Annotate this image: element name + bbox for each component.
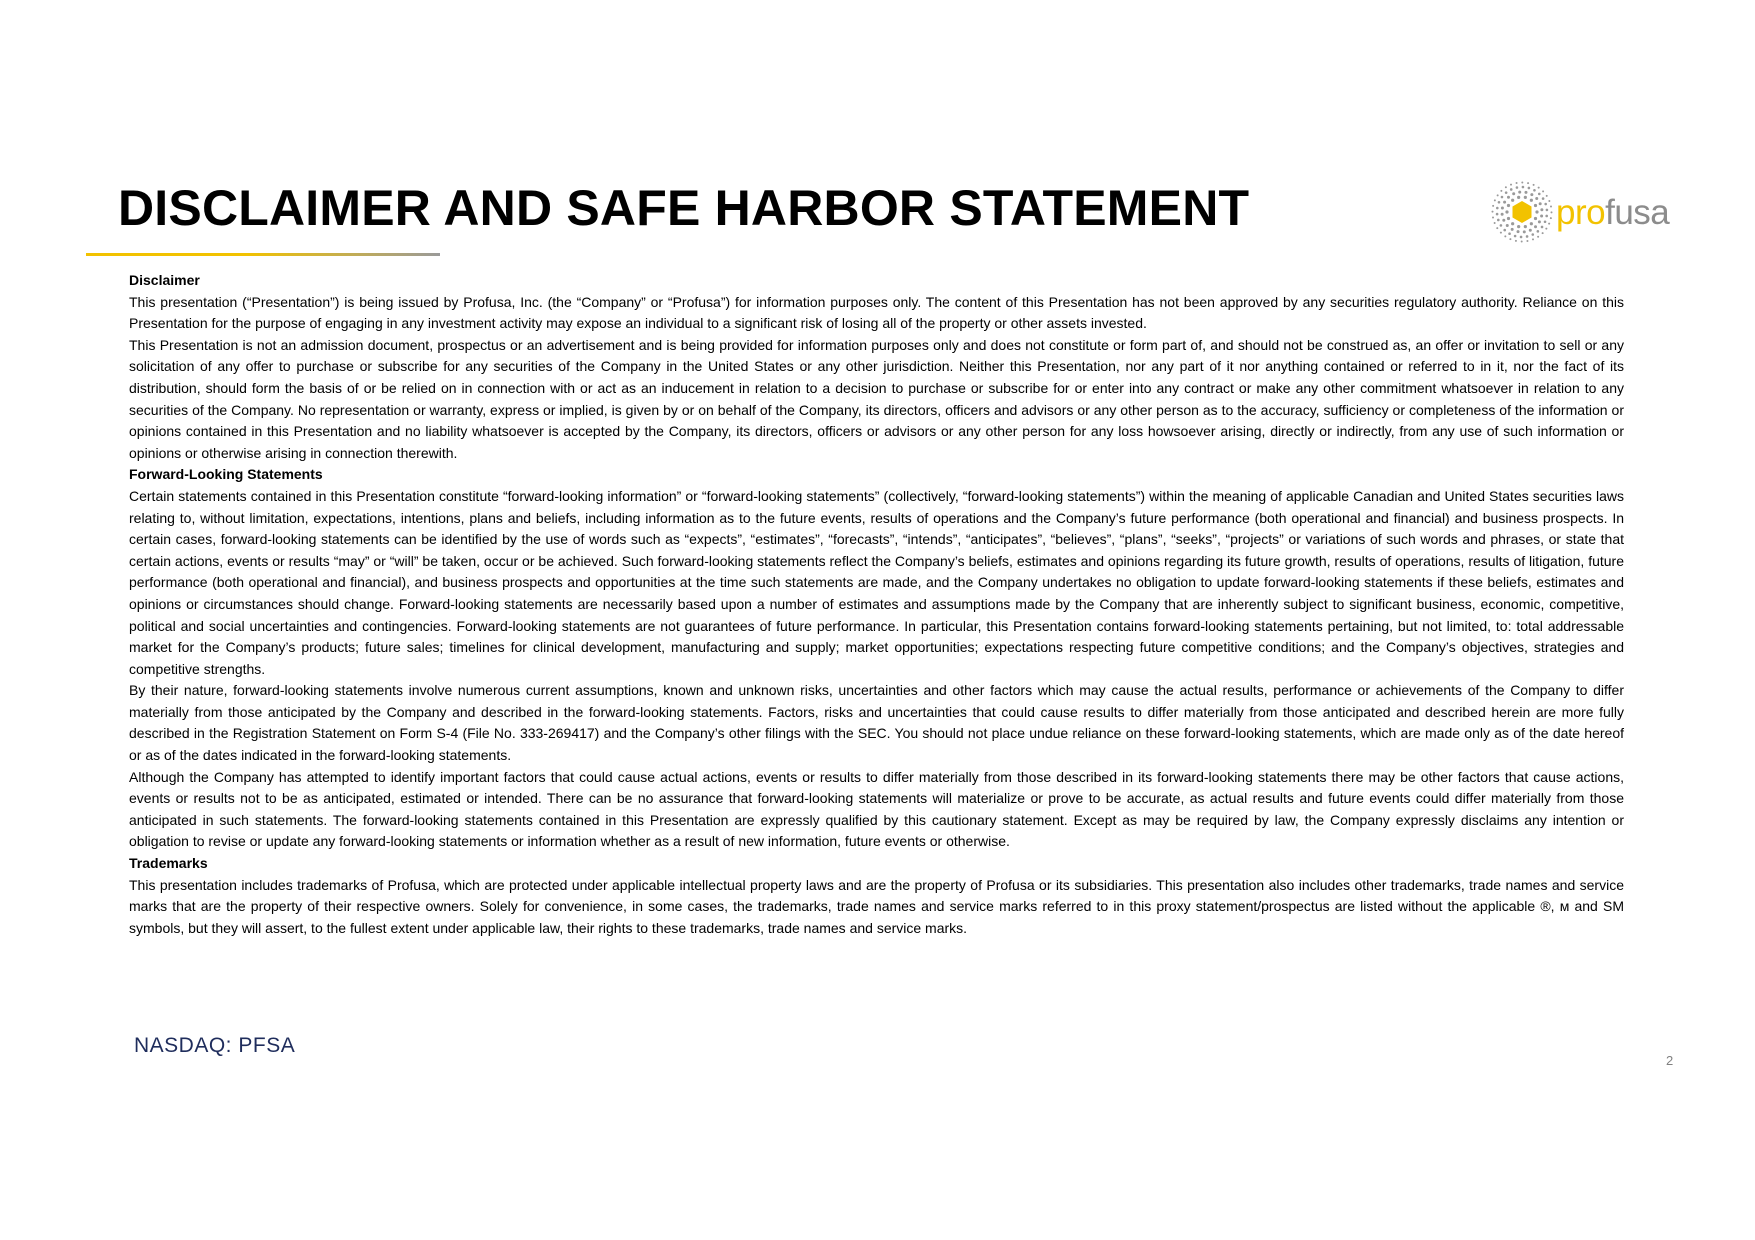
logo-dot (1548, 200, 1550, 202)
logo-dot (1534, 217, 1537, 220)
profusa-logo (1490, 176, 1669, 248)
disclaimer-section (129, 270, 1624, 464)
logo-dot (1503, 229, 1506, 232)
logo-dot (1496, 227, 1498, 229)
logo-dot (1550, 206, 1552, 208)
logo-dot (1537, 230, 1540, 233)
logo-dot (1524, 191, 1527, 194)
section-heading-forward-looking: Forward-Looking Statements (129, 466, 323, 483)
logo-dot (1533, 184, 1535, 186)
logo-dot (1537, 236, 1539, 238)
logo-dot (1524, 196, 1527, 199)
logo-dot (1521, 182, 1523, 184)
logo-dot (1492, 211, 1494, 213)
logo-dot (1538, 220, 1541, 223)
logo-dot (1507, 196, 1510, 199)
title-underline (86, 253, 440, 256)
logo-dot (1516, 182, 1518, 184)
logo-dot (1534, 225, 1537, 228)
logo-dot (1546, 209, 1549, 212)
logo-dot (1532, 238, 1534, 240)
logo-dot (1544, 220, 1547, 223)
logo-dot (1505, 186, 1507, 188)
logo-dot (1530, 222, 1533, 225)
logo-dot (1540, 208, 1543, 211)
logo-dot (1540, 214, 1543, 217)
forward-looking-paragraph: By their nature, forward-looking statements involve numerous current assumptions, known and unknown risks, uncertainties and other factors which may cause the actual results, performance or achievements of the Company to differ materially from those anticipated by the Company and described in the forward-looking statements. Factors, risks and uncertainties that could cause results to differ materially from those anticipated and described herein are more fully described in the Registration Statement on Form S-4 (File No. 333-269417) and the Company’s other filings with the SEC. You should not place undue reliance on these forward-looking statements, which are made only as of the date hereof or as of the dates indicated in the forward-looking statements. (129, 682, 1624, 764)
logo-dot (1544, 203, 1547, 206)
logo-dot (1497, 194, 1499, 196)
logo-dot (1548, 223, 1550, 225)
logo-dot (1533, 189, 1536, 192)
logo-dot (1510, 184, 1512, 186)
logo-dot (1506, 224, 1509, 227)
logo-dot (1521, 241, 1523, 243)
logo-dot (1509, 238, 1511, 240)
logo-dot (1550, 217, 1552, 219)
forward-looking-section (129, 464, 1624, 853)
page-title: DISCLAIMER AND SAFE HARBOR STATEMENT (118, 180, 1250, 236)
logo-dot (1504, 235, 1506, 237)
logo-dot (1529, 229, 1532, 232)
logo-dot (1520, 236, 1523, 239)
logo-dot (1500, 232, 1502, 234)
logo-dot (1530, 199, 1533, 202)
logo-dot (1542, 197, 1545, 200)
logo-dot (1541, 226, 1544, 229)
disclaimer-paragraph: This Presentation is not an admission document, prospectus or an advertisement and is being provided for information purposes only and does not constitute or form part of, and should not be construed as, an offer or invitation to sell or any solicitation of any offer to purchase or subscribe for any securities of the Company in the United States or any other jurisdiction. Neither this Presentation, nor any part of it nor anything contained or referred to in it, nor the fact of its distribution, should form the basis of or be relied on in connection with or act as an inducement in relation to a decision to purchase or subscribe for or enter into any contract or make any other commitment whatsoever in relation to any securities of the Company. No representation or warranty, express or implied, is given by or on behalf of the Company, its directors, officers and advisors or any other person as to the accuracy, sufficiency or completeness of the information or opinions contained in this Presentation and no liability whatsoever is accepted by the Company, its directors, officers or advisors or any other person for any loss howsoever arising, directly or indirectly, from any use of such information or opinions or otherwise arising in connection therewith. (129, 336, 1624, 461)
logo-dot (1538, 187, 1540, 189)
forward-looking-paragraph: Although the Company has attempted to identify important factors that could cause actual actions, events or results to differ materially from those described in its forward-looking statements there may be other factors that cause actions, events or results not to be as anticipated, estimated or intended. There can be no assurance that forward-looking statements will materialize or prove to be accurate, as actual results and future events could differ materially from those anticipated in such statements. The forward-looking statements contained in this Presentation are expressly qualified by this cautionary statement. Except as may be required by law, the Company expressly disclaims any intention or obligation to revise or update any forward-looking statements or information whether as a result of new information, future events or otherwise. (129, 768, 1624, 850)
trademarks-paragraph: This presentation includes trademarks of Profusa, which are protected under applicable intellectual property laws and are the property of Profusa or its subsidiaries. This presentation also includes other trademarks, trade names and service marks that are the property of their respective owners. Solely for convenience, in some cases, the trademarks, trade names and service marks referred to in this proxy statement/prospectus are listed without the applicable ®, ᴍ and SM symbols, but they will assert, to the fullest extent under applicable law, their rights to these trademarks, trade names and service marks. (129, 876, 1624, 936)
ticker-label: NASDAQ: PFSA (134, 1034, 296, 1057)
logo-dot (1515, 240, 1517, 242)
section-heading-disclaimer: Disclaimer (129, 272, 200, 288)
logo-text-pro: pro (1556, 192, 1606, 232)
trademarks-section (129, 853, 1624, 939)
logo-dot (1511, 222, 1514, 225)
logo-text-fusa: fusa (1605, 192, 1670, 232)
logo-dot (1501, 207, 1504, 210)
logo-dot (1551, 211, 1553, 213)
logo-dot (1496, 207, 1499, 210)
hexagon-shape (1513, 201, 1532, 223)
section-heading-trademarks: Trademarks (129, 855, 208, 872)
logo-dot (1530, 193, 1533, 196)
logo-dot (1518, 191, 1521, 194)
logo-dot (1500, 224, 1503, 227)
logo-dot (1511, 228, 1514, 231)
logo-dot (1505, 191, 1508, 194)
logo-dot (1538, 193, 1541, 196)
logo-dot (1539, 202, 1542, 205)
logo-dot (1510, 188, 1513, 191)
page-number: 2 (1666, 1053, 1674, 1068)
logo-dot (1494, 222, 1496, 224)
logo-dot (1526, 240, 1528, 242)
logo-dot (1507, 204, 1510, 207)
logo-dot (1534, 204, 1537, 207)
logo-dot (1531, 233, 1534, 236)
logo-dot (1497, 219, 1500, 222)
logo-wordmark (1556, 192, 1670, 232)
logo-dot (1502, 219, 1505, 222)
logo-dot (1494, 199, 1496, 201)
logo-dot (1498, 201, 1501, 204)
logo-dot (1522, 186, 1525, 189)
disclaimer-paragraph: This presentation (“Presentation”) is being issued by Profusa, Inc. (the “Company” or “Profusa”) for information purposes only. The content of this Presentation has not been approved by any securities regulatory authority. Reliance on this Presentation for the purpose of engaging in any investment activity may expose an individual to a significant risk of losing all of the property or other assets invested. (129, 293, 1624, 332)
logo-dot (1492, 216, 1494, 218)
logo-dot (1496, 213, 1499, 216)
logo-dot (1535, 210, 1538, 213)
logo-dot (1535, 197, 1538, 200)
logo-dot (1545, 228, 1547, 230)
logo-dot (1517, 230, 1520, 233)
logo-dot (1508, 232, 1511, 235)
logo-dot (1524, 225, 1527, 228)
logo-dot (1542, 190, 1544, 192)
logo-dot (1517, 225, 1520, 228)
logo-dot (1546, 195, 1548, 197)
logo-dot (1545, 215, 1548, 218)
disclaimer-content (129, 270, 1624, 939)
logo-dot (1492, 205, 1494, 207)
logo-dot (1505, 210, 1508, 213)
logo-dot (1501, 196, 1504, 199)
logo-dot (1507, 217, 1510, 220)
logo-dot (1523, 230, 1526, 233)
forward-looking-paragraph: Certain statements contained in this Presentation constitute “forward-looking information” or “forward-looking statements” (collectively, “forward-looking statements”) within the meaning of applicable Canadian and United States securities laws relating to, without limitation, expectations, intentions, plans and beliefs, including information as to the future events, results of operations and the Company’s future performance (both operational and financial) and business prospects. In certain cases, forward-looking statements can be identified by the use of words such as “expects”, “estimates”, “forecasts”, “intends”, “anticipates”, “believes”, “plans”, “seeks”, “projects” or variations of such words and phrases, or state that certain actions, events or results “may” or “will” be taken, occur or be achieved. Such forward-looking statements reflect the Company’s beliefs, estimates and opinions regarding its future growth, results of operations, results of litigation, future performance (both operational and financial), and business prospects and opportunities at the time such statements are made, and the Company undertakes no obligation to update forward-looking statements if these beliefs, estimates and opinions or circumstances should change. Forward-looking statements are necessarily based upon a number of estimates and assumptions made by the Company that are inherently subject to significant business, economic, competitive, political and social uncertainties and contingencies. Forward-looking statements are not guarantees of future performance. In particular, this Presentation contains forward-looking statements pertaining, but not limited, to: total addressable market for the Company’s products; future sales; timelines for clinical development, manufacturing and supply; market opportunities; expectations respecting future competitive conditions; and the Company’s objectives, strategies and competitive strengths. (129, 487, 1624, 677)
logo-dot (1500, 190, 1502, 192)
logo-dot (1542, 232, 1544, 234)
logo-dot (1512, 192, 1515, 195)
hexagon-dots-icon (1490, 180, 1554, 244)
logo-dot (1527, 182, 1529, 184)
logo-dot (1526, 235, 1529, 238)
logo-dot (1503, 201, 1506, 204)
logo-dot (1517, 196, 1520, 199)
logo-dot (1516, 186, 1519, 189)
logo-dot (1501, 213, 1504, 216)
logo-dot (1511, 199, 1514, 202)
logo-dot (1514, 235, 1517, 238)
logo-dot (1528, 187, 1531, 190)
